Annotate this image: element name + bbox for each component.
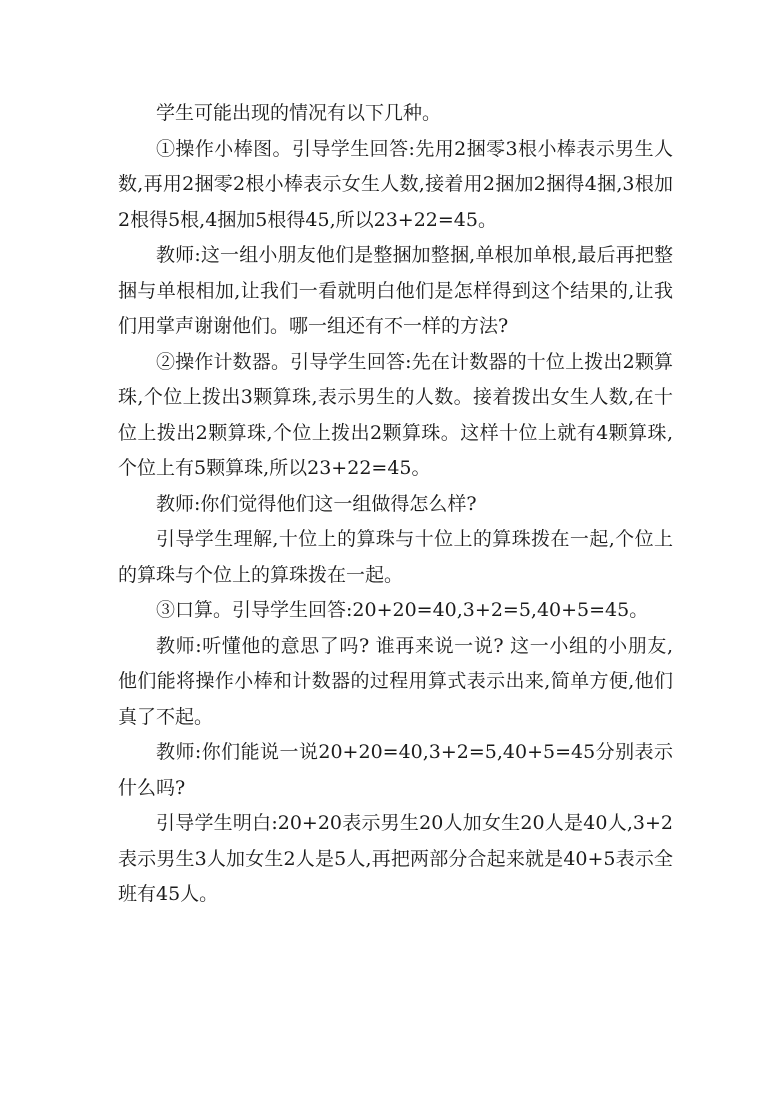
paragraph-situations-intro: 学生可能出现的情况有以下几种。 [156,102,442,124]
paragraph-teacher-comment-sticks: 教师:这一组小朋友他们是整捆加整捆,单根加单根,最后再把整捆与单根相加,让我们一看就明白他们是怎样得到这个结果的,让我们用掌声谢谢他们。哪一组还有不一样的方法? [118,244,673,337]
paragraph-teacher-comment-mental: 教师:听懂他的意思了吗? 谁再来说一说? 这一小组的小朋友,他们能将操作小棒和计数器的过程用算式表示出来,简单方便,他们真了不起。 [118,634,673,728]
document-body [118,96,673,913]
paragraph-method-mental: ③口算。引导学生回答:20+20=40,3+2=5,40+5=45。 [156,599,649,621]
paragraph-teacher-ask-meaning: 教师:你们能说一说20+20=40,3+2=5,40+5=45分别表示什么吗? [118,741,673,799]
paragraph-method-counter: ②操作计数器。引导学生回答:先在计数器的十位上拨出2颗算珠,个位上拨出3颗算珠,表示男生的人数。接着拨出女生人数,在十位上拨出2颗算珠,个位上拨出2颗算珠。这样十位上就有4颗算珠,个位上有5颗算珠,所以23+22=45。 [118,350,673,479]
paragraph-teacher-question: 教师:你们觉得他们这一组做得怎么样? [156,492,477,515]
paragraph-method-sticks: ①操作小棒图。引导学生回答:先用2捆零3根小棒表示男生人数,再用2捆零2根小棒表示女生人数,接着用2捆加2捆得4捆,3根加2根得5根,4捆加5根得45,所以23+22=45。 [118,137,673,231]
paragraph-guide-meaning: 引导学生明白:20+20表示男生20人加女生20人是40人,3+2表示男生3人加女生2人是5人,再把两部分合起来就是40+5表示全班有45人。 [118,812,673,905]
paragraph-guide-understanding: 引导学生理解,十位上的算珠与十位上的算珠拨在一起,个位上的算珠与个位上的算珠拨在一起。 [118,528,673,586]
